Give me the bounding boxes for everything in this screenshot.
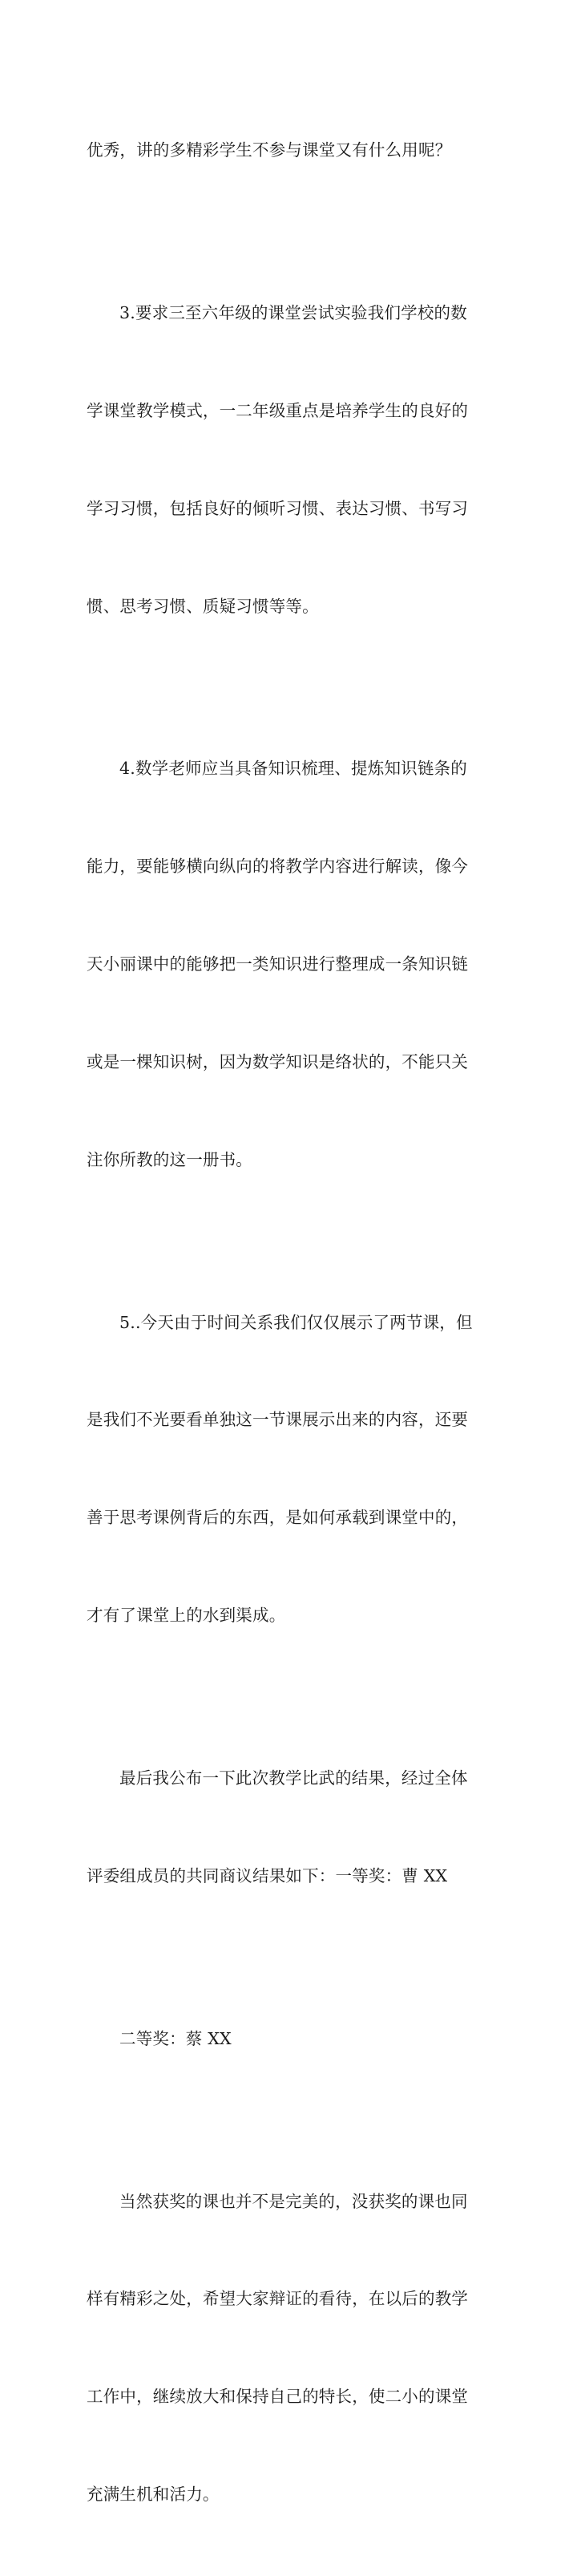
paragraph-2 xyxy=(87,232,494,687)
text-line: 5..今天由于时间关系我们仅仅展示了两节课，但 xyxy=(119,1312,473,1332)
text-line: 充满生机和活力。 xyxy=(87,2484,220,2504)
paragraph-4 xyxy=(87,1241,494,1696)
text-line: 最后我公布一下此次教学比武的结果，经过全体 xyxy=(119,1768,468,1788)
paragraph-7 xyxy=(87,2120,494,2575)
text-line: 才有了课堂上的水到渠成。 xyxy=(87,1605,286,1625)
text-line: 优秀，讲的多精彩学生不参与课堂又有什么用呢？ xyxy=(87,140,452,160)
text-line: 惯、思考习惯、质疑习惯等等。 xyxy=(87,596,319,616)
text-line: 当然获奖的课也并不是完美的，没获奖的课也同 xyxy=(119,2191,468,2211)
text-line: 3.要求三至六年级的课堂尝试实验我们学校的数 xyxy=(119,303,467,323)
text-line: 二等奖：蔡 XX xyxy=(119,2028,232,2048)
text-line: 是我们不光要看单独这一节课展示出来的内容，还要 xyxy=(87,1410,469,1430)
text-line: 学课堂教学模式，一二年级重点是培养学生的良好的 xyxy=(87,400,469,420)
document-body xyxy=(87,69,494,2576)
text-line: 善于思考课例背后的东西，是如何承载到课堂中的， xyxy=(87,1508,469,1528)
text-line: 工作中，继续放大和保持自己的特长，使二小的课堂 xyxy=(87,2387,469,2407)
paragraph-3 xyxy=(87,687,494,1241)
paragraph-6 xyxy=(87,1957,494,2120)
text-line: 或是一棵知识树，因为数学知识是络状的，不能只关 xyxy=(87,1051,469,1071)
text-line: 评委组成员的共同商议结果如下：一等奖：曹 XX xyxy=(87,1865,448,1885)
text-line: 能力，要能够横向纵向的将教学内容进行解读，像今 xyxy=(87,857,469,877)
text-line: 4.数学老师应当具备知识梳理、提炼知识链条的 xyxy=(119,759,467,779)
paragraph-5 xyxy=(87,1697,494,1958)
text-line: 注你所教的这一册书。 xyxy=(87,1149,252,1169)
text-line: 学习习惯，包括良好的倾听习惯、表达习惯、书写习 xyxy=(87,498,469,518)
text-line: 天小丽课中的能够把一类知识进行整理成一条知识链 xyxy=(87,954,469,974)
text-line: 样有精彩之处，希望大家辩证的看待，在以后的教学 xyxy=(87,2289,469,2309)
paragraph-1 xyxy=(87,69,494,232)
